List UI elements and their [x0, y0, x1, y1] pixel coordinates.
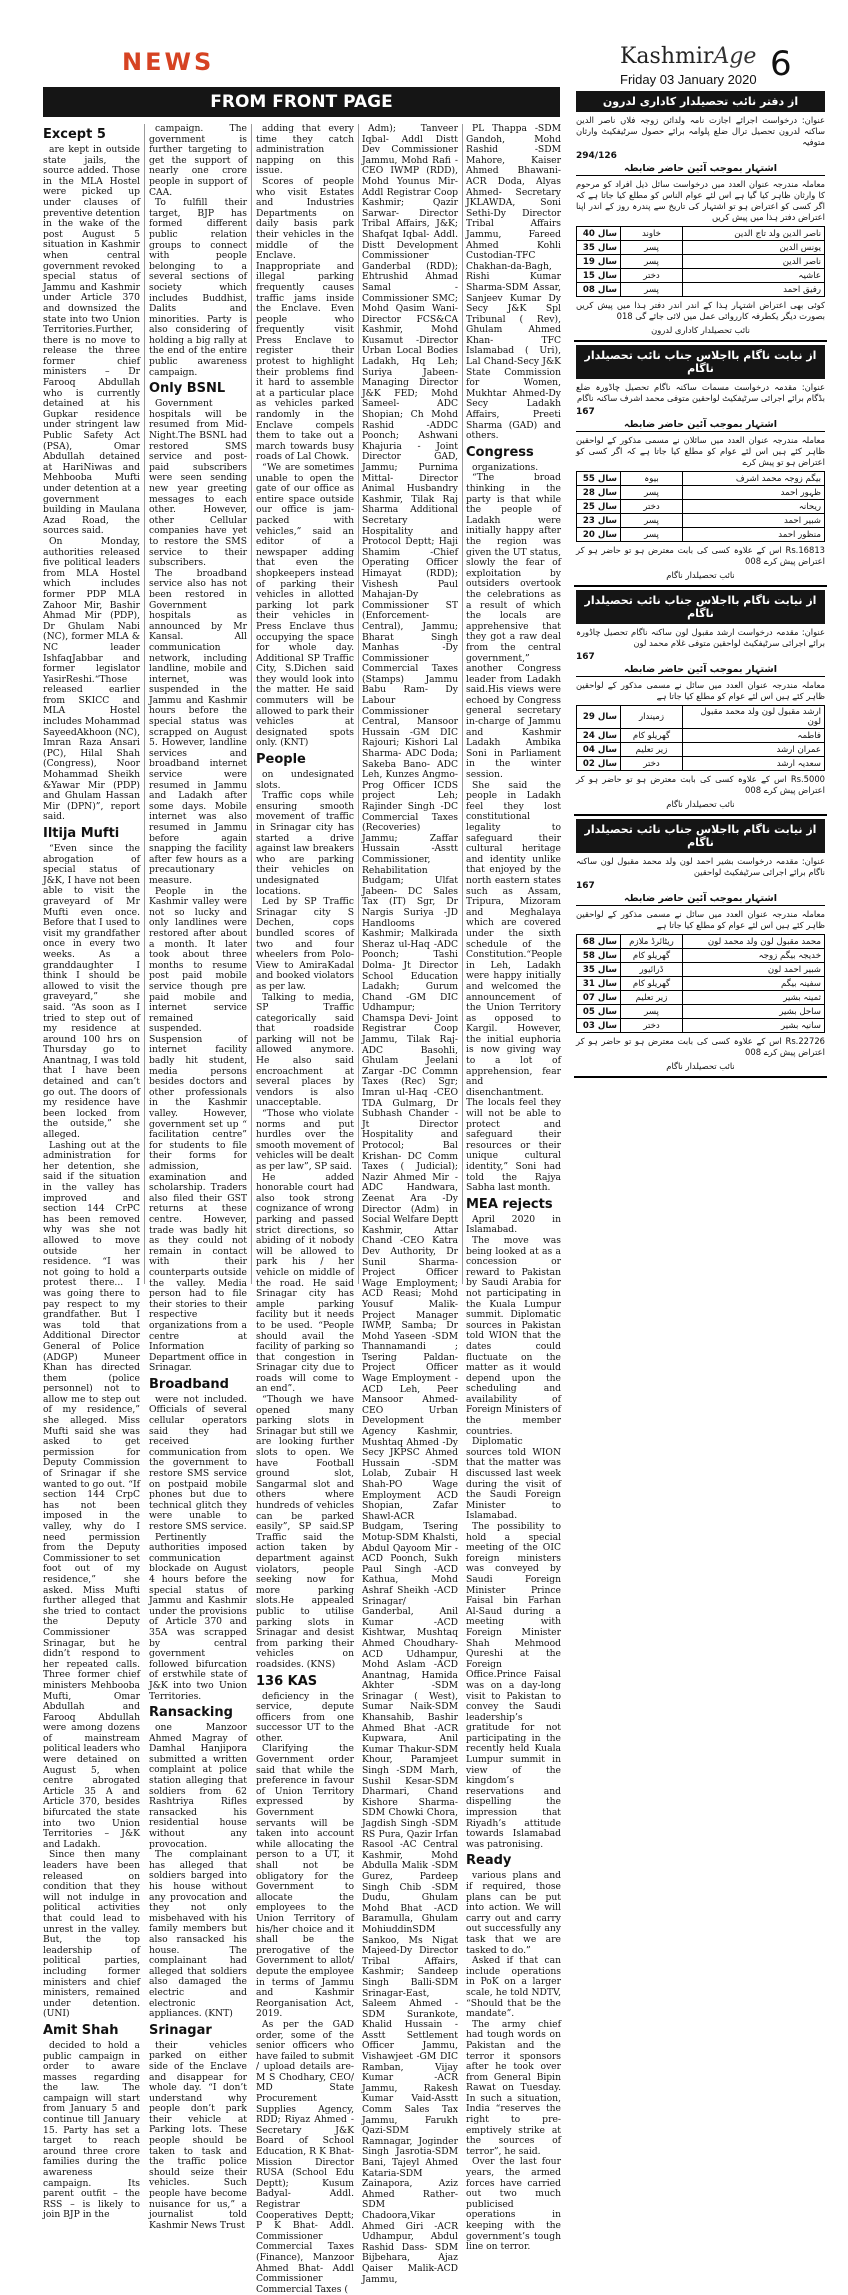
heir-age: 35 سال: [577, 963, 621, 977]
heir-relation: پسر: [621, 514, 683, 528]
notice-body: معاملہ مندرجہ عنوان العدد میں سائلان نے مسمی مذکور کے لواحقین ظاہر کئے ہیں اس لئے عوام کو مطلع کیا جاتا ہے کہ اگر کسی کو اعتراض ہو تو پیش کرے: [576, 435, 825, 467]
article-paragraph: their vehicles parked on either side of the Enclave and disappear for whole day. “I don’t understand why people don’t park their vehicle at Parking lots. These people should be taken to task and the traffic police should seize their vehicles. Such people have become nuisance for us,” a journalist told Kashmir News Trust: [149, 2039, 247, 2231]
heir-age: 19 سال: [577, 255, 621, 269]
heir-relation: زیر تعلیم: [621, 743, 683, 757]
article-paragraph: “Though we have opened many parking slots in Srinagar but still we are looking further slots to open. We have Football ground slot, Sangarmal slot and others where hundreds of vehicles can be parked easily”, SP said.SP Traffic said the action taken by department against violators, people seeking now for more parking slots.He appealed public to utilise parking slots in Srinagar and desist from parking their vehicles on roadsides. (KNS): [256, 1394, 354, 1670]
notice-signature: نائب تحصیلدار ناگام: [666, 570, 735, 580]
heir-relation: پسر: [621, 241, 683, 255]
heir-name: سانیہ بشیر: [683, 1019, 825, 1033]
heir-age: 40 سال: [577, 227, 621, 241]
heir-age: 35 سال: [577, 241, 621, 255]
notice-body: عنوان: درخواست اجرائے اجازت نامہ ولدائن زوجہ فلاں ناصر الدین ساکنہ لدرون تحصیل ترال ضلع پلوامہ برائے حصول سرٹیفکیٹ وارثان متوفیہ: [576, 115, 825, 147]
table-row: [577, 514, 825, 528]
heir-age: 07 سال: [577, 991, 621, 1005]
column-divider: [144, 124, 145, 1284]
issue-date: Friday 03 January 2020: [620, 72, 757, 87]
heir-name: شبیر احمد لون: [683, 963, 825, 977]
table-row: [577, 757, 825, 771]
section-label: NEWS: [122, 48, 215, 76]
heirs-table: [576, 471, 825, 542]
heir-name: ثمینہ بشیر: [683, 991, 825, 1005]
article-paragraph: Diplomatic sources told WION that the matter was discussed last week during the visit of the Saudi Foreign Minister to Islamabad.: [466, 1436, 561, 1522]
heir-name: ظہور احمد: [683, 486, 825, 500]
page-number: 6: [770, 44, 792, 84]
heir-relation: بیوہ: [621, 472, 683, 486]
heir-relation: پسر: [621, 486, 683, 500]
article-paragraph: organizations.: [472, 461, 539, 473]
table-row: [577, 706, 825, 729]
article-column-4: [362, 123, 459, 2285]
article-paragraph: one Manzoor Ahmed Magray of Damhal Hanjipora submitted a written complaint at police station alleging that soldiers from 62 Rashtriya Rifles ransacked his residential house without any provocation.: [149, 1722, 247, 1850]
heir-age: 02 سال: [577, 757, 621, 771]
article-paragraph: are kept in outside state jails, the source added. Those in the MLA Hostel were picked up under clauses of preventive detention in the wake of the post August 5 situation in Kashmir when central government revoked special status of Jammu and Kashmir under Article 370 and downsized the state into two Union Territories.Further, there is no move to release the three former chief ministers – Dr Farooq Abdullah who is currently detained at his Gupkar residence under stringent law Public Safety Act (PSA), Omar Abdullah detained at HariNiwas and Mehbooba Mufti under detention at a government building in Maulana Azad Road, the sources said.: [43, 144, 140, 537]
article-paragraph: The complainant has alleged that soldiers barged into his house without any provocation and they not only misbehaved with his family members but also ransacked his house. The complainant had alleged that soldiers also damaged the electric and electronic appliances. (KNT): [149, 1849, 247, 2020]
heir-name: سفینہ بیگم: [683, 977, 825, 991]
notice-title: از نیابت ناگام بااجلاس جناب نائب تحصیلدار ناگام: [576, 345, 825, 379]
article-paragraph: Scores of people who visit Estates and Industries Departments on daily basis park their vehicles in the middle of the Enclave. Inappropriate and illegal parking frequently causes traffic jams inside the Enclave. Even people who frequently visit Press Enclave to register their protest to highlight their problems find it hard to assemble at a particular place as vehicles parked randomly in the Enclave compels them to take out a march towards busy roads of Lal Chowk.: [256, 175, 354, 463]
notice-reference: 167: [576, 881, 595, 891]
heir-name: عمران ارشد: [683, 743, 825, 757]
article-paragraph: “We are sometimes unable to open the gate of our office as entire space outside our office is jam-packed with vehicles,” said an editor of a newspaper adding that even the shopkeepers instead of parking their vehicles in allotted parking lot park their vehicles in Press Enclave thus occupying the space for whole day. Additional SP Traffic City, S.Dichen said they would look into the matter. He said commuters will be allowed to park their vehicles at designated spots only. (KNT): [256, 462, 354, 749]
notice-signature: نائب تحصیلدار ناگام: [666, 1061, 735, 1071]
notice-body: عنوان: مقدمہ درخواست ارشد مقبول لون ساکنہ ناگام تحصیل چاڈورہ برائے اجرائی سرٹیفکیٹ لواحقین متوفی غلام محمد لون: [576, 627, 825, 648]
article-paragraph: People in the Kashmir valley were not so lucky and only landlines were restored after about a month. It later took about three months to resume post paid mobile service though pre paid mobile and internet service remained suspended. Suspension of internet facility badly hit student, media persons besides doctors and other professionals in the Kashmir valley. However, government set up “ facilitation centre” for students to file their forms for admission, examination and scholarship. Traders also filed their GST returns at these centre. However, trade was badly hit as they could not remain in contact with their counterparts outside the valley. Media person had to file their stories to their respective organizations from a centre at Information Department office in Srinagar.: [149, 885, 247, 1374]
article-paragraph: Led by SP Traffic Srinagar city S Dechen, cops bundled scores of two and four wheelers from Polo-View to AmiraKadal and booked violators as per law.: [256, 896, 354, 992]
notice-footer: کوئی بھی اعتراض اشتہار ہذا کے اندر اندر دفتر ہذا میں پیش کریں بصورت دیگر یکطرفہ کارروائی عمل میں لائی جائے گی 018: [576, 300, 825, 321]
heir-name: ریحانہ: [683, 500, 825, 514]
heir-relation: خاوند: [621, 227, 683, 241]
heir-age: 03 سال: [577, 1019, 621, 1033]
heirs-table: [576, 934, 825, 1033]
heir-name: سعدیہ ارشد: [683, 757, 825, 771]
article-paragraph: “The broad thinking in the party is that while the people of Ladakh were initially happy after the region was given the UT status, slowly the fear of exploitation by outsiders overtook the celebrations as a result of which the locals are apprehensive that they got a raw deal from the central government,” another Congress leader from Ladakh said.His views were echoed by Congress general secretary in-charge of Jammu and Kashmir Ladakh Ambika Soni in Parliament in the winter session.: [466, 472, 561, 781]
heir-name: رفیق احمد: [683, 283, 825, 297]
notice-reference: 167: [576, 652, 595, 662]
article-headline: Amit Shah: [43, 2022, 119, 2038]
notice-title: از نیابت ناگام بااجلاس جناب نائب تحصیلدار ناگام: [576, 819, 825, 853]
article-paragraph: As per the GAD order, some of the senior officers who have failed to submit / upload details are- M S Chodhary, CEO/ MD State Procurement Supplies Agency, RDD; Riyaz Ahmed -Secretary J&K Board of School Education, R K Bhat- Mission Director RUSA (School Edu Deptt); Kusum Badyal- Addl. Registrar Cooperatives Deptt; P K Bhat- Addl. Commissioner Commercial Taxes (Finance), Manzoor Ahmed Bhat- Addl Commissioner Commercial Taxes (: [256, 2018, 354, 2295]
article-paragraph: “Even since the abrogation of special status of J&K, I have not been able to visit the graveyard of Mr Mufti even once. Before that I used to visit my grandfather once in every two weeks. As a granddaughter I think I should be allowed to visit the graveyard,” she said. “As soon as I tried to step out of my residence at around 100 hrs on Thursday go to Anantnag, I was told that I have been detained and can’t go out. The doors of my residence have been locked from the outside,” she alleged.: [43, 843, 140, 1141]
notice-body: معاملہ مندرجہ عنوان العدد میں درخواست سائل ذیل افراد کو مرحوم کا وارثان ظاہر کیا گیا ہے اس لئے عوام الناس کو مطلع کیا جاتا ہے کہ اگر کسی کو اعتراض ہو تو اشتہار کی تاریخ سے پندرہ روز کے اندر اپنا اعتراض دفتر ہذا میں پیش کریں: [576, 179, 825, 222]
notice-footer: Rs.5000 اس کے علاوہ کسی کی بابت معترض ہو تو حاضر ہو کر اعتراض پیش کرے 008: [576, 774, 825, 795]
heir-relation: زیر تعلیم: [621, 991, 683, 1005]
article-headline: Iltija Mufti: [43, 826, 120, 841]
heir-name: ناصر الدین ولد تاج الدین: [683, 227, 825, 241]
table-row: [577, 977, 825, 991]
table-row: [577, 528, 825, 542]
article-paragraph: Government hospitals will be resumed from Mid-Night.The BSNL had restored SMS service and post-paid subscribers were seen sending new year greeting messages to each other. However, other Cellular companies have yet to restore the SMS service to their subscribers.: [149, 398, 247, 569]
heir-relation: ریٹائرڈ ملازم: [621, 935, 683, 949]
article-paragraph: on undesignated slots.: [256, 769, 354, 791]
heir-relation: ڈرائیور: [621, 963, 683, 977]
article-paragraph: Talking to media, SP Traffic categorically said that roadside parking will not be allowed anymore. He also said encroachment at several places by vendors is also unacceptable.: [256, 991, 354, 1109]
table-row: [577, 729, 825, 743]
article-paragraph: were not included. Officials of several cellular operators said they had received communication from the government to restore SMS service on postpaid mobile phones but due to technical glitch they were unable to restore SMS service.: [149, 1393, 247, 1532]
heir-age: 23 سال: [577, 514, 621, 528]
heir-relation: پسر: [621, 528, 683, 542]
table-row: [577, 743, 825, 757]
article-paragraph: Adm); Tanveer Iqbal- Addl Distt Dev Commissioner Jammu, Mohd Rafi -CEO IWMP (RDD), Mohd Younus Mir- Addl Registrar Coop Kashmir; Qazir Sarwar- Director Tribal Affairs, J&K; Shafqat Iqbal- Addl. Distt Development Commissioner Ganderbal (RDD); Ehtrushid Ahmad Samal -Commissioner SMC; Mohd Qasim Wani- Director FCS&CA Kashmir, Mohd Kusamut -Director Urban Local Bodies Ladakh, Hq Leh; Suriya Jabeen- Managing Director J&K FED; Mohd Sameel- ADC Shopian; Ch Mohd Rashid -ADDC Poonch; Ashwani Khajuria - Joint Director GAD, Jammu; Purnima Mittal- Director Animal Husbandry Kashmir, Tilak Raj Sharma Additional Secretary Hospitality and Protocol Deptt; Haji Shamim -Chief Operating Officer Himayat (RDD); Vishesh Paul Mahajan-Dy Commissioner ST (Enforcement-Central), Jammu; Bharat Singh Manhas -Dy Commissioner Commercial Taxes (Stamps) Jammu Babu Ram- Dy Labour Commissioner Central, Mansoor Hussain -GM DIC Rajouri; Kishori Lal Sharma- ADC Doda; Sakeba Bano- ADC Leh, Kunzes Angmo- Prog Officer ICDS project Leh; Rajinder Singh -DC Commercial Taxes (Recoveries) Jammu; Zaffar Hussain -Asstt Commissioner, Rehabilitation Budgam; Ulfat Jabeen- DC Sales Tax (IT) Sgr, Dr Nargis Suriya -JD Handlooms Kashmir; Malkirada Sheraz ul-Haq -ADC Poonch; Tashi Dolma- Jt Director School Education Ladakh; Gurum Chand -GM DIC Udhampur; Chamspa Devi- Joint Registrar Coop Jammu, Tilak Raj- ADC Basohli, Ghulam Jeelani Zargar -DC Commn Taxes (Rec) Sgr; Imran ul-Haq -CEO TDA Gulmarg, Dr Subhash Chander -Jt Director Hospitality and Protocol; Bal Krishan- DC Comm Taxes ( Judicial); Nazir Ahmed Mir -ADC Handwara, Zeenat Ara -Dy Director (Adm) in Social Welfare Deptt Kashmir, Attar Chand -CEO Katra Dev Authority, Dr Sunil Sharma- Project Officer Wage Employment; ACD Reasi; Mohd Yousuf Malik- Project Manager IWMP, Samba; Dr Mohd Yaseen -SDM Thannamandi ; Tsering Paldan- Project Officer Wage Employment -ACD Leh, Peer Mansoor Ahmed- CEO Urban Development Agency Kashmir, Mushtaq Ahmed -Dy Secy JKPSC Ahmed Hussain -SDM Lolab, Zubair H Shah-PO Wage Employment ACD Shopian, Zafar Shawl-ACR Budgam, Tsering Motup-SDM Khalsti, Abdul Qayoom Mir -ACD Poonch, Sukh Paul Singh -ACD Kathua, Mohd Ashraf Sheikh -ACD Srinagar/ Ganderbal, Anil Kumar -ACD Kishtwar, Mushtaq Ahmed Choudhary-ACD Udhampur, Mohd Aslam -ACD Anantnag, Hamida Akhter -SDM Srinagar ( West), Sumar Naik-SDM Khansahib, Bashir Ahmed Bhat -ACR Kupwara, Anil Kumar Thakur-SDM Khour, Paramjeet Singh -SDM Marh, Sushil Kesar-SDM Dharmari, Chand Kishore Sharma-SDM Chowki Chora, Jagdish Singh -SDM RS Pura, Qazir Irfan Rasool -AC Central Kashmir, Mohd Abdulla Malik -SDM Gurez, Pardeep Singh Chib -SDM Dudu, Ghulam Mohd Bhat -ACD Baramulla, Ghulam MohiuddinSDM Sankoo, Ms Nigat Majeed-Dy Director Tribal Affairs, Kashmir; Sandeep Singh Balli-SDM Srinagar-East, Saleem Ahmed -SDM Surankote, Khalid Hussain -Asstt Settlement Officer Jammu, Vishawjeet -GM DIC Ramban, Vijay Kumar -ACR Jammu, Rakesh Kumar Vaid-Asstt Comm Sales Tax Jammu, Farukh Qazi-SDM Ramnagar, Joginder Singh Jasrotia-SDM Bani, Tajeyl Ahmed Kataria-SDM Zainapora, Aziz Ahmed Rather- SDM Chadoora,Vikar Ahmed Giri -ACR Udhampur, Abdul Rashid Dass- SDM Bijbehara, Ajaz Qaiser Malik-ACD Jammu,: [362, 123, 459, 2285]
heir-relation: دختر: [621, 269, 683, 283]
column-divider: [358, 124, 359, 1284]
heir-age: 28 سال: [577, 486, 621, 500]
heir-name: ناصر الدین: [683, 255, 825, 269]
notice-footer: Rs.22726 اس کے علاوہ کسی کی بابت معترض ہو تو حاضر ہو کر اعتراض پیش کرے 008: [576, 1036, 825, 1057]
heir-age: 25 سال: [577, 500, 621, 514]
column-divider: [462, 124, 463, 1284]
table-row: [577, 227, 825, 241]
table-row: [577, 500, 825, 514]
legal-notice: [574, 816, 827, 1078]
heir-age: 58 سال: [577, 949, 621, 963]
legal-notice: [574, 88, 827, 342]
heir-relation: دختر: [621, 500, 683, 514]
heir-age: 24 سال: [577, 729, 621, 743]
heirs-table: [576, 226, 825, 297]
heir-name: عاشیہ: [683, 269, 825, 283]
heir-age: 31 سال: [577, 977, 621, 991]
notice-reference: 167: [576, 407, 595, 417]
article-headline: Except 5: [43, 127, 106, 142]
article-headline: Srinagar: [149, 2022, 212, 2038]
article-paragraph: Since then many leaders have been released on condition that they will not indulge in political activities that could lead to unrest in the valley. But, the top leadership of political parties, including former ministers and chief ministers, remained under detention. (UNI): [43, 1849, 140, 2020]
table-row: [577, 269, 825, 283]
table-row: [577, 283, 825, 297]
table-row: [577, 255, 825, 269]
heirs-table: [576, 705, 825, 771]
article-paragraph: Asked if that can include operations in PoK on a larger scale, he told NDTV, “Should that be the mandate”.: [466, 1955, 561, 2020]
article-paragraph: Clarifying the Government order said that while the preference in favour of Union Territory expressed by Government servants will be taken into account while allocating the person to a UT, it shall not be obligatory for the Government to allocate the employees to the Union Territory of his/her choice and it shall be the prerogative of the Government to allot/ depute the employee in terms of Jammu and Kashmir Reorganisation Act, 2019.: [256, 1743, 354, 2020]
article-column-2: [149, 123, 247, 2231]
article-paragraph: The possibility to hold a special meeting of the OIC foreign ministers was conveyed by Saudi Foreign Minister Prince Faisal bin Farhan Al-Saud during a meeting with Foreign Minister Shah Mehmood Qureshi at the Foreign Office.Prince Faisal was on a day-long visit to Pakistan to convey the Saudi leadership’s gratitude for not participating in the recently held Kuala Lumpur summit in view of the kingdom’s reservations and dispelling the impression that Riyadh’s attitude towards Islamabad was patronising.: [466, 1521, 561, 1850]
article-paragraph: To fulfill their target, BJP has formed different public relation groups to connect with people belonging to a several sections of society which includes Buddhist, Dalits and minorities. Party is also considering of holding a big rally at the end of the entire public awareness campaign.: [149, 197, 247, 378]
notice-title: از نیابت ناگام بااجلاس جناب نائب تحصیلدار ناگام: [576, 590, 825, 624]
article-paragraph: PL Thappa -SDM Gandoh, Mohd Rashid -SDM Mahore, Kaiser Ahmed Bhawani- ACR Doda, Alyas Ahmed- Secretary JKLAWDA, Soni Sethi-Dy Director Tribal Affairs Jammu, Fareed Ahmed Kohli Custodian-TFC Chakhan-da-Bagh, Rishi Kumar Sharma-SDM Assar, Sanjeev Kumar Dy Secy J&K Spl Tribunal ( Rev), Ghulam Ahmed Khan- TFC Islamabad ( Uri), Lal Chand-Secy J&K State Commission for Women, Mukhtar Ahmed-Dy Secy Ladakh Affairs, Preeti Sharma (GAD) and others.: [466, 123, 561, 442]
notice-signature: نائب تحصیلدار ناگام: [666, 799, 735, 809]
heir-age: 29 سال: [577, 706, 621, 729]
article-paragraph: She said the people in Ladakh feel they lost constitutional legality to safeguard their cultural heritage and identity unlike that enjoyed by the north eastern states such as Assam, Tripura, Mizoram and Meghalaya which are covered under the sixth schedule of the Constitution.“People in Leh, Ladakh were happy initially and welcomed the announcement of the Union Territory as opposed to Kargil. However, the initial euphoria is now giving way to a lot of apprehension, fear and disenchantment. The locals feel they will not be able to protect and safeguard their resources or their unique cultural identity,” Soni had told the Rajya Sabha last month.: [466, 779, 563, 1194]
notice-body: عنوان: مقدمہ درخواست مسمات ساکنہ ناگام تحصیل چاڈورہ ضلع بڈگام برائے اجرائی سرٹیفکیٹ لواحقین متوفی محمد اشرف ساکنہ ناگام: [576, 382, 825, 403]
article-paragraph: campaign. The government is further targeting to get the support of nearly one crore people in support of CAA.: [149, 123, 247, 198]
notice-signature: نائب تحصیلدار کاداری لدرون: [651, 325, 750, 335]
article-paragraph: adding that every time they catch administration napping on this issue.: [256, 123, 354, 177]
article-headline: Congress: [466, 444, 534, 460]
urdu-notices-column: [574, 88, 827, 1284]
article-paragraph: April 2020 in Islamabad.: [466, 1213, 561, 1236]
article-paragraph: Lashing out at the administration for her detention, she said if the situation in the valley has improved and section 144 CrPC has been removed why was she not allowed to move outside her residence. “I was not going to hold a protest there... I was going there to pay respect to my grandfather. But I was told that Additional Director General of Police (ADGP) Muneer Khan has directed them (police personnel) not to allow me to step out of my residence,” she alleged. Miss Mufti said she was asked to get permission for Deputy Commission of Srinagar if she wanted to go out. “If section 144 CrpC has not been imposed in the valley, why do I need permission from the Deputy Commissioner to set foot out of my residence,” she asked. Miss Mufti further alleged that she tried to contact the Deputy Commissioner Srinagar, but he didn’t respond to her repeated calls. Three former chief ministers Mehbooba Mufti, Omar Abdullah and Farooq Abdullah were among dozens of mainstream political leaders who were detained on August 5, when centre abrogated Article 35 A and Article 370, besides bifurcated the state into two Union Territories – J&K and Ladakh.: [43, 1139, 140, 1850]
table-row: [577, 949, 825, 963]
heir-name: ساحل بشیر: [683, 1005, 825, 1019]
table-row: [577, 241, 825, 255]
table-row: [577, 472, 825, 486]
notice-reference: 294/126: [576, 151, 617, 161]
table-row: [577, 486, 825, 500]
heir-relation: زمیندار: [621, 706, 683, 729]
notice-subheading: اشتہار بموجب آئین حاضر ضابطہ: [576, 893, 825, 906]
article-headline: People: [256, 752, 306, 768]
heir-name: منظور احمد: [683, 528, 825, 542]
article-headline: 136 KAS: [256, 1673, 318, 1689]
article-paragraph: deficiency in the service, depute officers from one successor UT to the other.: [256, 1690, 354, 1744]
heir-age: 55 سال: [577, 472, 621, 486]
article-paragraph: Over the last four years, the armed forces have carried out two much publicised operations in keeping with the government’s tough line on terror.: [466, 2156, 561, 2253]
heir-age: 05 سال: [577, 1005, 621, 1019]
article-paragraph: Traffic cops while ensuring smooth movement of traffic in Srinagar city has started a drive against law breakers who are parking their vehicles on undesignated locations.: [256, 790, 354, 897]
article-headline: Broadband: [149, 1376, 229, 1392]
article-column-3: [256, 123, 354, 2295]
table-row: [577, 963, 825, 977]
notice-footer: Rs.16813 اس کے علاوہ کسی کی بابت معترض ہو تو حاضر ہو کر اعتراض پیش کرے 008: [576, 545, 825, 566]
heir-name: یونس الدین: [683, 241, 825, 255]
article-paragraph: The broadband service also has not been restored in Government hospitals as announced by Mr Kansal. All communication network, including landline, mobile and internet, was suspended in the Jammu and Kashmir hours before the special status was scrapped on August 5. However, landline services and broadband internet service were resumed in Jammu and Ladakh after some days. Mobile internet was also resumed in Jammu before again snapping the facility after few hours as a precautionary measure.: [149, 567, 247, 886]
article-paragraph: various plans and if required, those plans can be put into action. We will carry out and carry out successfully any task that we are tasked to do.”: [466, 1870, 561, 1956]
article-paragraph: On Monday, authorities released five political leaders from MLA Hostel which includes former PDP MLA Zahoor Mir, Bashir Ahmad Mir (PDP), Dr Ghulam Nabi (NC), former MLA & NC leader IshfaqJabbar and former legislator YasirReshi.“Those released earlier from SKICC and MLA Hostel includes Mohammad SayeedAkhoon (NC), Imran Raza Ansari (PC), Hilal Shah (Congress), Noor Mohammad Sheikh &Yawar Mir (PDP) and Ghulam Hassan Mir (DPN)”, report said.: [43, 535, 140, 823]
heir-name: خدیجہ بیگم زوجہ: [683, 949, 825, 963]
article-headline: Only BSNL: [149, 381, 226, 397]
legal-notice: [574, 587, 827, 816]
article-paragraph: “Those who violate norms and put hurdles over the smooth movement of vehicles will be dealt as per law”, SP said.: [256, 1108, 354, 1172]
article-paragraph: The move was being looked at as a concession or reward to Pakistan by Saudi Arabia for not participating in the Kuala Lumpur summit. Diplomatic sources in Pakistan told WION that the dates could fluctuate on the matter as it would depend upon the scheduling and availability of Foreign Ministers of the member countries.: [466, 1234, 561, 1437]
heir-name: شبیر احمد: [683, 514, 825, 528]
heir-relation: پسر: [621, 1005, 683, 1019]
heir-relation: دختر: [621, 1019, 683, 1033]
article-headline: MEA rejects: [466, 1196, 553, 1212]
notice-body: معاملہ مندرجہ عنوان العدد میں سائل نے مسمی مذکور کے لواحقین ظاہر کئے ہیں اس لئے عوام کو مطلع کیا جاتا ہے: [576, 909, 825, 930]
notice-body: عنوان: مقدمہ درخواست بشیر احمد لون ولد محمد مقبول لون ساکنہ ناگام برائے اجرائی سرٹیفکیٹ لواحقین: [576, 856, 825, 877]
heir-name: ارشد مقبول لون ولد محمد مقبول لون: [683, 706, 825, 729]
notice-subheading: اشتہار بموجب آئین حاضر ضابطہ: [576, 163, 825, 176]
heir-name: محمد مقبول لون ولد محمد لون: [683, 935, 825, 949]
heir-relation: پسر: [621, 255, 683, 269]
heir-name: فاطمہ: [683, 729, 825, 743]
heir-relation: گھریلو کام: [621, 977, 683, 991]
heir-name: بیگم زوجہ محمد اشرف: [683, 472, 825, 486]
table-row: [577, 1005, 825, 1019]
notice-subheading: اشتہار بموجب آئین حاضر ضابطہ: [576, 419, 825, 432]
article-column-5: [466, 123, 563, 2253]
heir-relation: گھریلو کام: [621, 949, 683, 963]
section-banner: FROM FRONT PAGE: [43, 87, 560, 117]
heir-relation: پسر: [621, 283, 683, 297]
article-paragraph: The army chief had tough words on Pakistan and the terror it sponsors after he took over from General Bipin Rawat on Tuesday. In such a situation, India “reserves the right to pre-emptively strike at the sources of terror”, he said.: [466, 2018, 561, 2157]
heir-relation: دختر: [621, 757, 683, 771]
article-paragraph: Pertinently authorities imposed communication blockade on August 4 hours before the special status of Jammu and Kashmir under the provisions of Article 370 and 35A was scrapped by central government followed bifurcation of erstwhile state of J&K into two Union Territories.: [149, 1531, 247, 1702]
paper-logo: KashmirAge: [620, 44, 757, 69]
heir-age: 15 سال: [577, 269, 621, 283]
article-paragraph: decided to hold a public campaign in order to aware masses regarding the law. The campaign will start from January 5 and continue till January 15. Party has set a target to reach around three crore families during the awareness campaign. Its parent outfit – the RSS – is likely to join BJP in the: [43, 2039, 140, 2221]
article-column-1: [43, 124, 140, 2221]
column-divider: [251, 124, 252, 1284]
article-paragraph: He added honorable court had also took strong cognizance of wrong parking and passed strict directions, so abiding of it nobody will be allowed to park his / her vehicle on middle of the road. He said Srinagar city has ample parking facility but it needs to be used. “People should avail the facility of parking so that congestion in Srinagar city due to roads will come to an end”.: [256, 1171, 354, 1395]
table-row: [577, 935, 825, 949]
notice-body: معاملہ مندرجہ عنوان العدد میں سائل نے مسمی مذکور کے لواحقین ظاہر کئے ہیں اس لئے عوام کو مطلع کیا جاتا ہے: [576, 680, 825, 701]
heir-age: 08 سال: [577, 283, 621, 297]
table-row: [577, 991, 825, 1005]
legal-notice: [574, 342, 827, 587]
heir-age: 68 سال: [577, 935, 621, 949]
table-row: [577, 1019, 825, 1033]
notice-title: از دفتر نائب تحصیلدار کاداری لدرون: [576, 91, 825, 112]
article-headline: Ready: [466, 1853, 512, 1869]
article-headline: Ransacking: [149, 1705, 233, 1721]
heir-age: 20 سال: [577, 528, 621, 542]
notice-subheading: اشتہار بموجب آئین حاضر ضابطہ: [576, 664, 825, 677]
heir-relation: گھریلو کام: [621, 729, 683, 743]
heir-age: 04 سال: [577, 743, 621, 757]
